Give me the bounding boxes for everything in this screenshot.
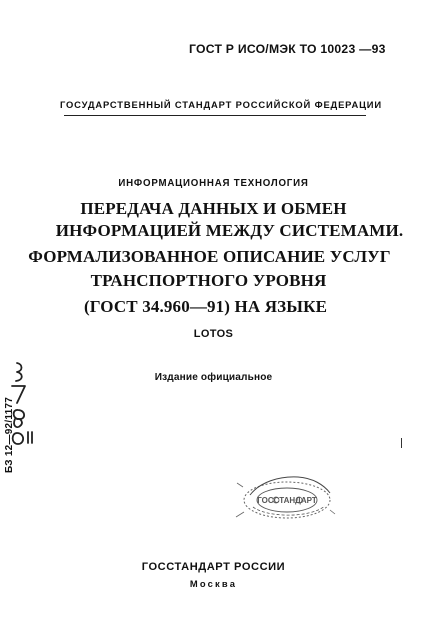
title-line-1: ПЕРЕДАЧА ДАННЫХ И ОБМЕН <box>80 199 347 218</box>
stamp-text: ГОССТАНДАРТ <box>257 496 317 505</box>
gost-code: ГОСТ Р ИСО/МЭК ТО 10023 —93 <box>189 42 386 56</box>
header-rule <box>64 115 366 116</box>
scan-tick-mark <box>401 438 402 448</box>
title-line-4: ТРАНСПОРТНОГО УРОВНЯ <box>90 271 327 290</box>
city-label: Москва <box>189 578 238 589</box>
title-line-2: ИНФОРМАЦИЕЙ МЕЖДУ СИСТЕМАМИ. <box>55 221 404 240</box>
side-code: БЗ 12—92/1177 <box>4 396 15 473</box>
title-line-3: ФОРМАЛИЗОВАННОЕ ОПИСАНИЕ УСЛУГ <box>28 247 391 266</box>
publisher-label: ГОССТАНДАРТ РОССИИ <box>141 561 286 573</box>
standard-line: ГОСУДАРСТВЕННЫЙ СТАНДАРТ РОССИЙСКОЙ ФЕДЕРАЦИИ <box>60 99 382 110</box>
official-stamp-icon <box>232 465 337 531</box>
subject-line: ИНФОРМАЦИОННАЯ ТЕХНОЛОГИЯ <box>118 178 309 189</box>
edition-label: Издание официальное <box>154 372 273 383</box>
title-line-5: (ГОСТ 34.960—91) НА ЯЗЫКЕ <box>83 297 328 316</box>
handwritten-note-icon <box>5 360 37 450</box>
lotos-label: LOTOS <box>193 328 234 340</box>
